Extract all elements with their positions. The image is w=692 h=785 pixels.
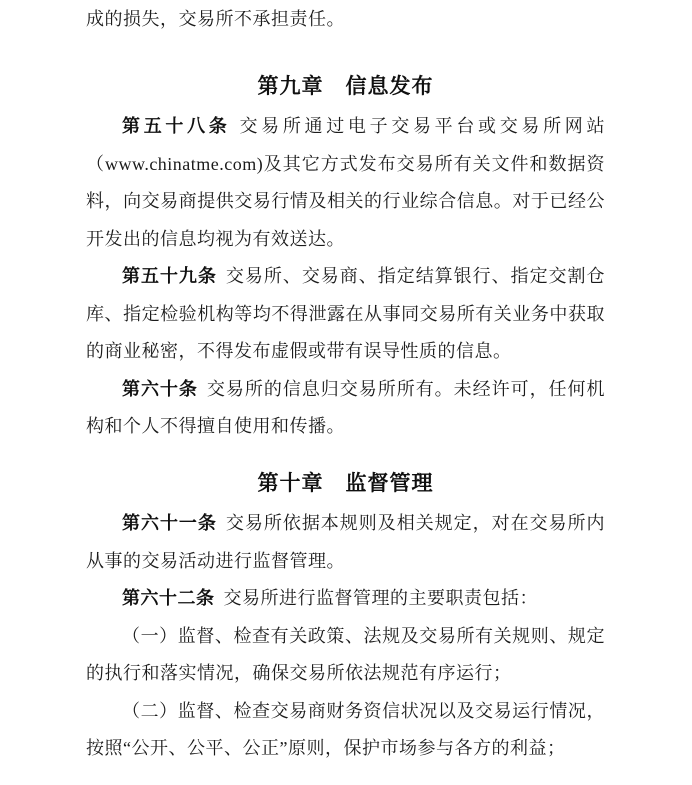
article-58 [86, 108, 605, 258]
article-61-text: 交易所依据本规则及相关规定，对在交易所内从事的交易活动进行监督管理。 [86, 513, 606, 571]
article-61 [86, 505, 605, 580]
article-60-label: 第六十条 [122, 378, 198, 399]
article-62-text: 交易所进行监督管理的主要职责包括： [223, 588, 538, 608]
article-59-label: 第五十九条 [122, 266, 217, 286]
article-58-label: 第五十八条 [122, 116, 231, 136]
supervision-item-1: （一）监督、检查有关政策、法规及交易所有关规则、规定的执行和落实情况，确保交易所依法规范有序运行； [86, 625, 605, 683]
article-62 [86, 580, 605, 618]
article-58-text: 交易所通过电子交易平台或交易所网站（www.chinatme.com)及其它方式发布交易所有关文件和数据资料，向交易商提供交易行情及相关的行业综合信息。对于已经公开发出的信息均视为有效送达。 [86, 116, 605, 249]
article-60-text: 交易所的信息归交易所所有。未经许可，任何机构和个人不得擅自使用和传播。 [86, 378, 606, 436]
paragraph-continuation: 成的损失，交易所不承担责任。 [86, 9, 345, 29]
article-61-label: 第六十一条 [122, 513, 217, 533]
article-62-label: 第六十二条 [122, 588, 215, 608]
chapter-10-heading: 第十章 监督管理 [257, 471, 434, 495]
chapter-9-heading: 第九章 信息发布 [257, 74, 434, 98]
supervision-item-2: （二）监督、检查交易商财务资信状况以及交易运行情况，按照“公开、公平、公正”原则，保护市场参与各方的利益； [86, 700, 605, 758]
article-60 [86, 371, 605, 446]
article-59 [86, 258, 605, 371]
article-59-text: 交易所、交易商、指定结算银行、指定交割仓库、指定检验机构等均不得泄露在从事同交易所有关业务中获取的商业秘密，不得发布虚假或带有误导性质的信息。 [86, 266, 606, 361]
